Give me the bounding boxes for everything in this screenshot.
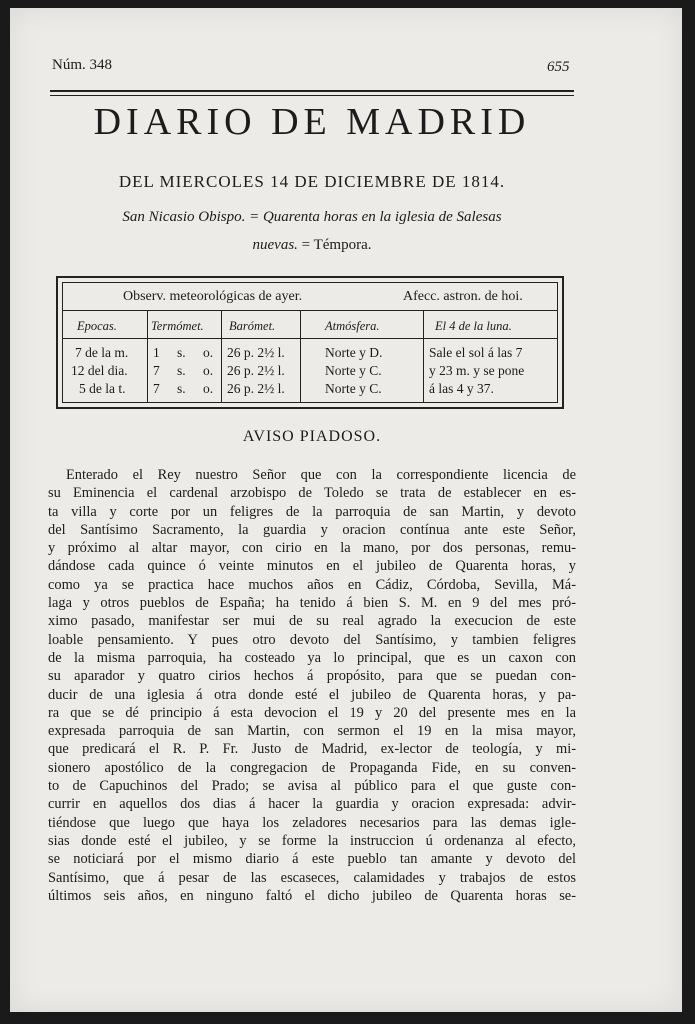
aviso-line: ducir de una iglesia á otra donde esté el jubileo de Quarenta horas, y pa-: [48, 686, 576, 703]
page-folio: 655: [547, 59, 570, 75]
weather-table: [56, 276, 564, 409]
row3-barometro: 26 p. 2½ l.: [227, 381, 285, 396]
weather-left-title: Observ. meteorológicas de ayer.: [123, 289, 303, 304]
row3-termo-dir: s.: [177, 381, 186, 396]
row2-barometro: 26 p. 2½ l.: [227, 363, 285, 378]
aviso-line: se noticiará por el mismo diario á este pueblo tan amante y devoto del: [48, 851, 576, 868]
col-head-termometro: Termómet.: [151, 319, 204, 333]
dateline: DEL MIERCOLES 14 DE DICIEMBRE DE 1814.: [118, 172, 506, 191]
row2-termo-dir: s.: [177, 363, 186, 378]
aviso-line: y próximo al altar mayor, con cirio en la mano, por dos personas, remu-: [48, 540, 576, 557]
aviso-body: [48, 466, 576, 905]
weather-right-title: Afecc. astron. de hoi.: [403, 289, 523, 304]
header-rule-top: [50, 90, 574, 92]
row1-termo-dir: s.: [177, 345, 186, 360]
astro-line-2: y 23 m. y se pone: [429, 363, 525, 378]
row2-termo-deg: 7: [153, 363, 160, 378]
saint-line-2-italic: nuevas.: [252, 237, 298, 253]
newspaper-page: [10, 8, 682, 1012]
aviso-line: tiéndose que luego que haya los zeladores necesarios para las demas igle-: [48, 814, 576, 831]
aviso-line: su aparador y quatro cirios hechos á propósito, para que se puedan con-: [48, 668, 576, 685]
aviso-line: loable pensamiento. Y pues otro devoto del Santísimo, y tambien feligres: [48, 631, 576, 648]
masthead-title: DIARIO DE MADRID: [93, 101, 531, 143]
row2-atmosfera: Norte y C.: [325, 363, 382, 378]
aviso-line: que predicará el R. P. Fr. Justo de Madrid, ex-lector de teología, y mi-: [48, 741, 576, 758]
col-head-luna: El 4 de la luna.: [435, 319, 512, 333]
weather-table-inner: [62, 282, 558, 403]
row2-epoca: 12 del dia.: [71, 363, 128, 378]
astro-line-1: Sale el sol á las 7: [429, 345, 523, 360]
aviso-title: AVISO PIADOSO.: [242, 428, 382, 445]
saint-line-2-roman: = Témpora.: [301, 237, 372, 253]
aviso-line: sionero apostólico de la congregacion de Propaganda Fide, en su conven-: [48, 759, 576, 776]
aviso-line: ximo pasado, manifestar ser mui de su real agrado la execucion de este: [48, 613, 576, 630]
col-divider-3: [300, 310, 301, 402]
row1-termo-zero: o.: [203, 345, 214, 360]
aviso-line: ra que se dé principio á esta devocion el 19 y 20 del presente mes en la: [48, 704, 576, 721]
row3-atmosfera: Norte y C.: [325, 381, 382, 396]
col-head-barometro: Barómet.: [229, 319, 276, 333]
aviso-line: currir en aquellos dos dias á hacer la guardia y oracion expresada: advir-: [48, 796, 576, 813]
row1-epoca: 7 de la m.: [75, 345, 129, 360]
col-head-atmosfera: Atmósfera.: [325, 319, 380, 333]
aviso-line: Enterado el Rey nuestro Señor que con la correspondiente licencia de: [66, 467, 576, 483]
aviso-line: laga y otros pueblos de España; ha tenido á bien S. M. en 9 del mes pró-: [48, 595, 576, 612]
row1-atmosfera: Norte y D.: [325, 345, 383, 360]
aviso-line: Santísimo, que á pesar de las escaseces, calamidades y trabajos de estos: [48, 869, 576, 886]
aviso-line: últimos seis años, en ninguno faltó el dicho jubileo de Quarenta horas se-: [48, 887, 576, 904]
header-rule-bottom: [50, 95, 574, 96]
aviso-line: dándose cada quince ó veinte minutos en el jubileo de Quarenta horas, y: [48, 558, 576, 575]
row3-termo-zero: o.: [203, 381, 214, 396]
row2-termo-zero: o.: [203, 363, 214, 378]
table-divider-1: [63, 310, 557, 311]
row1-termo-deg: 1: [153, 345, 160, 360]
row3-termo-deg: 7: [153, 381, 160, 396]
col-divider-1: [147, 310, 148, 402]
col-divider-4: [423, 310, 424, 402]
aviso-line: del Santísimo Sacramento, la guardia y oracion contínua ante este Señor,: [48, 521, 576, 538]
astro-line-3: á las 4 y 37.: [429, 381, 494, 396]
aviso-line: ta villa y corte por un feligres de la parroquia de san Martin, y devoto: [48, 503, 576, 520]
table-divider-2: [63, 338, 557, 339]
aviso-line: expresada parroquia de san Martin, con sermon el 19 en la misa mayor,: [48, 723, 576, 740]
aviso-line: sias donde esté el jubileo, y se forme la instruccion ú ordenanza al efecto,: [48, 832, 576, 849]
aviso-line: de la misma parroquia, ha costeado ya lo principal, que es un caxon con: [48, 649, 576, 666]
col-divider-2: [221, 310, 222, 402]
issue-number: Núm. 348: [52, 57, 112, 73]
aviso-line: su Eminencia el cardenal arzobispo de Toledo se trata de establecer en es-: [48, 485, 576, 502]
saint-of-day-line-1: San Nicasio Obispo. = Quarenta horas en la iglesia de Salesas: [122, 209, 502, 225]
row3-epoca: 5 de la t.: [79, 381, 126, 396]
saint-of-day-line-2: [50, 237, 574, 254]
col-head-epocas: Epocas.: [77, 319, 117, 333]
aviso-line: to de Capuchinos del Prado; se avisa al público para el que guste con-: [48, 778, 576, 795]
aviso-line: como ya se practica hace muchos años en Cádiz, Córdoba, Sevilla, Má-: [48, 576, 576, 593]
row1-barometro: 26 p. 2½ l.: [227, 345, 285, 360]
